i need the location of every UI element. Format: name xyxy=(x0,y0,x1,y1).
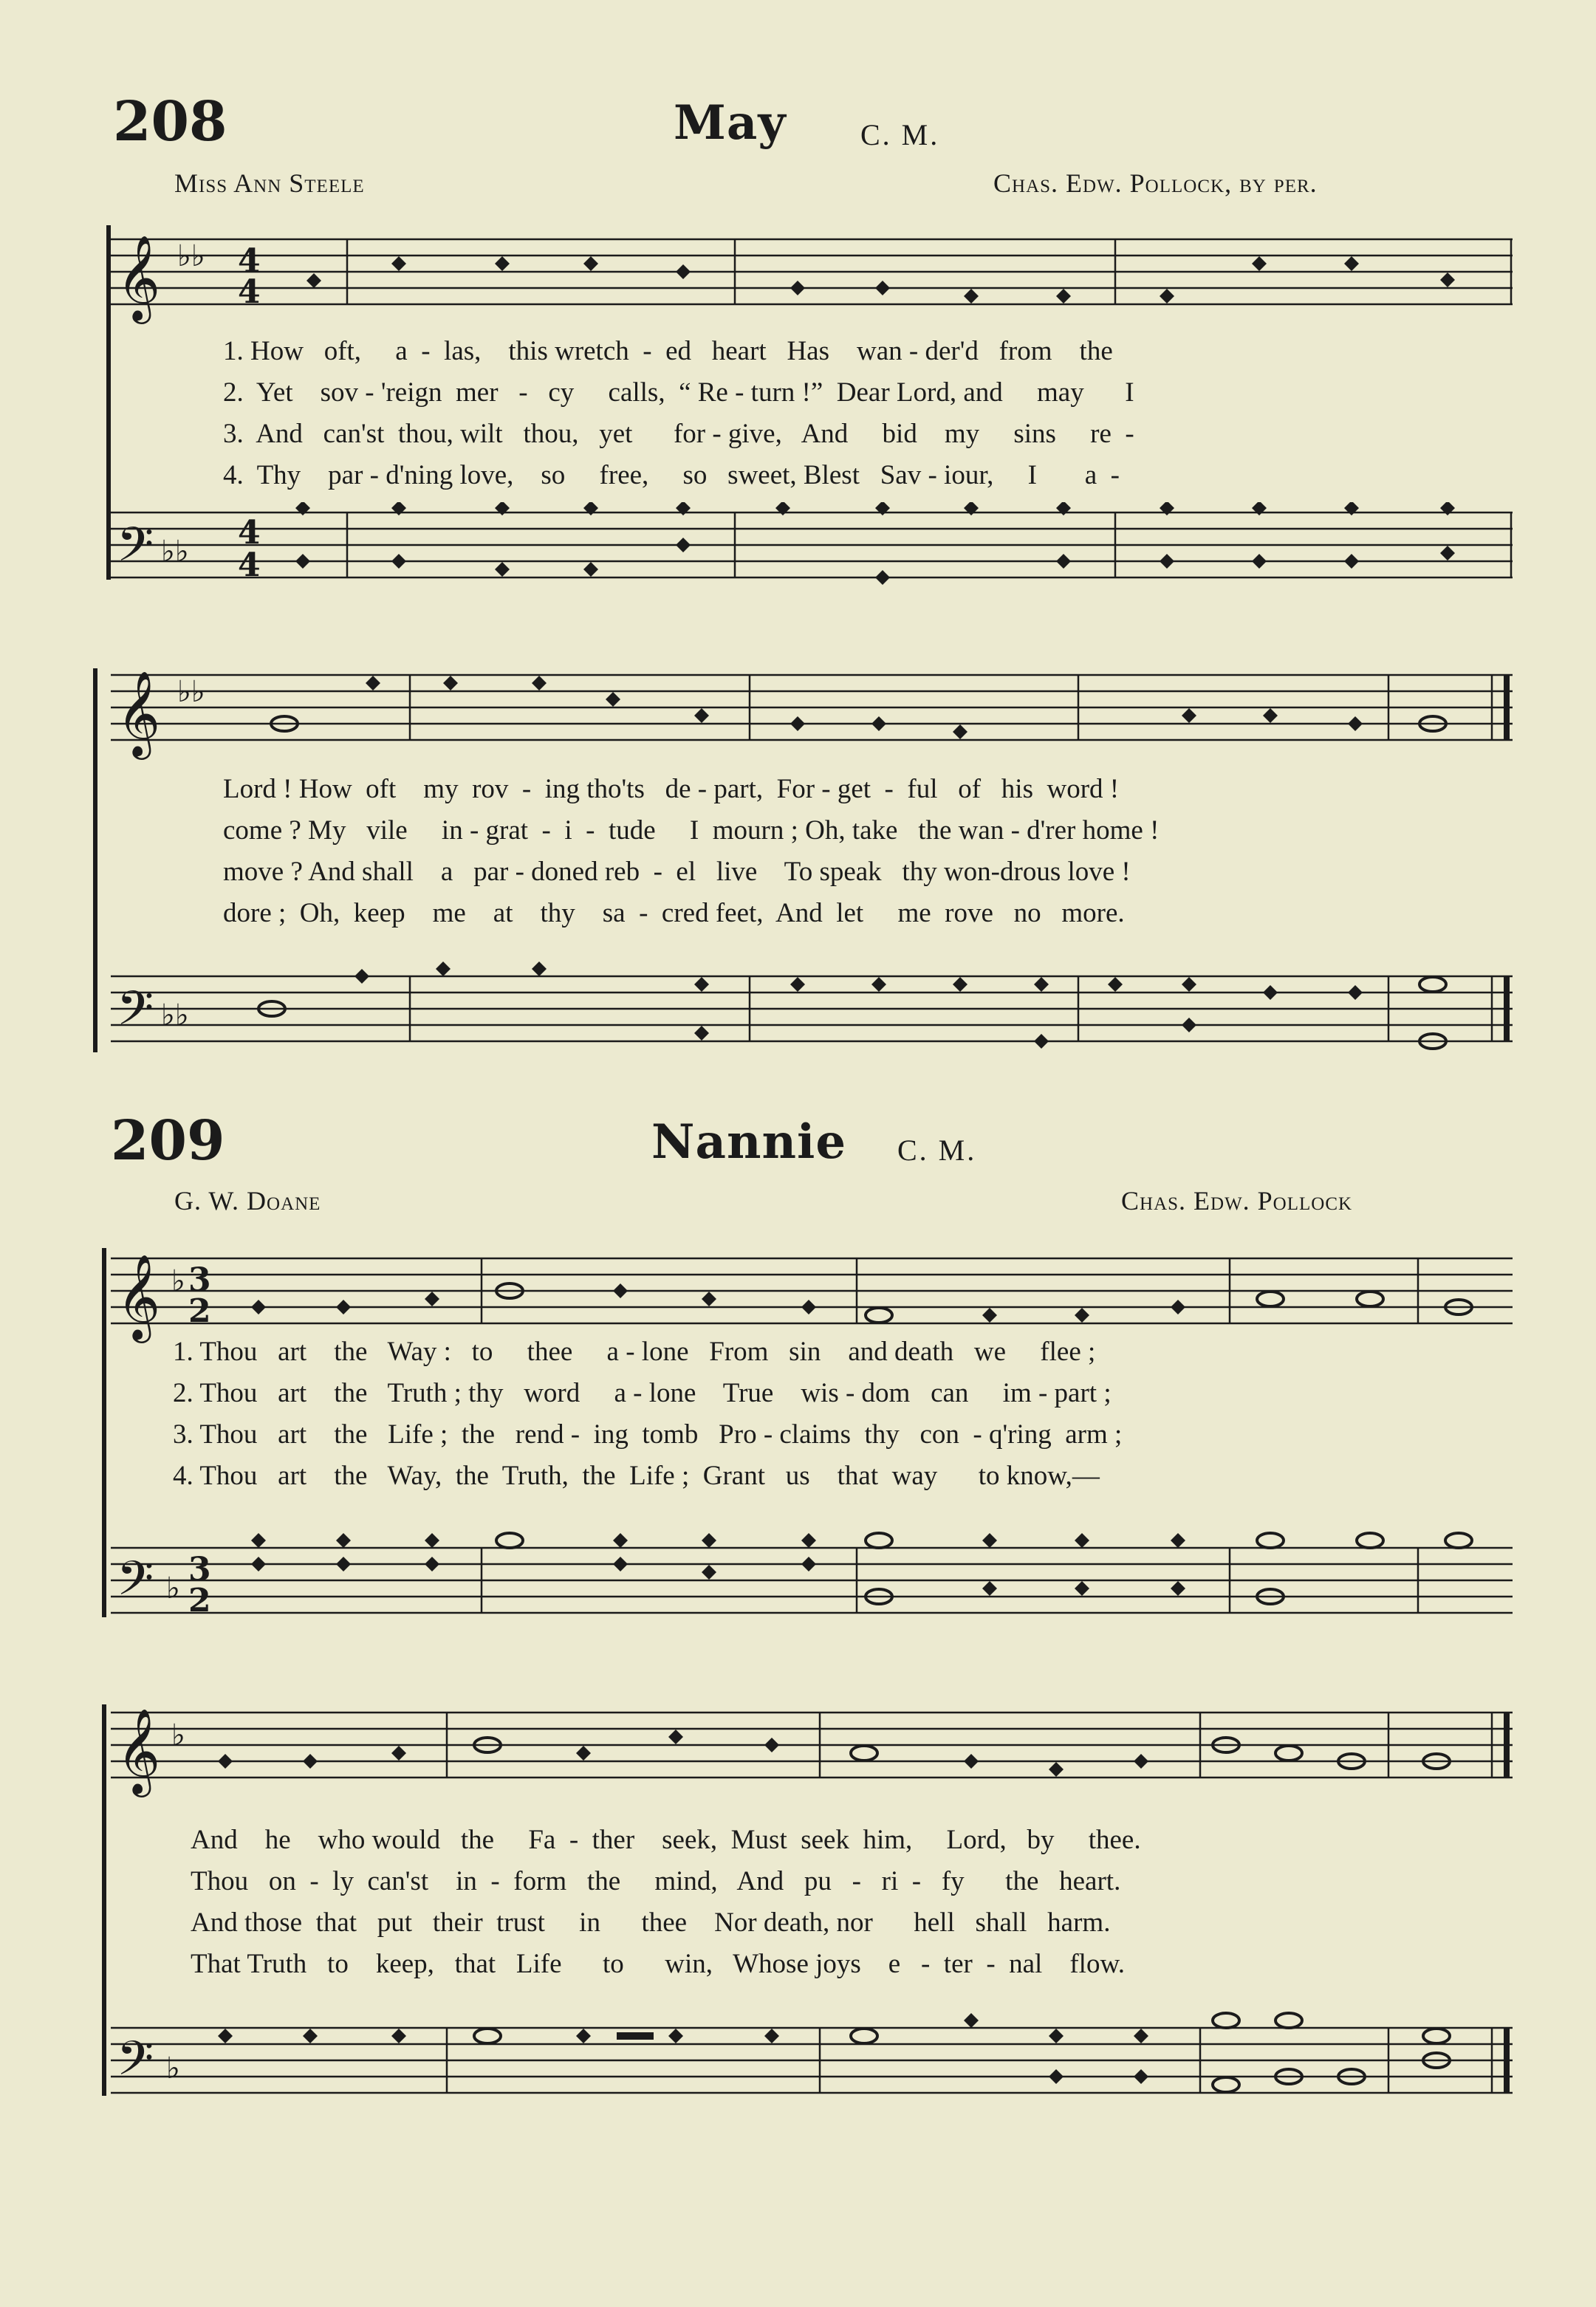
svg-text:♭: ♭ xyxy=(171,1264,185,1298)
svg-text:♭: ♭ xyxy=(166,1571,180,1605)
verse-4-line-1: 4. Thy par - d'ning love, so free, so sweet, Blest Sav - iour, I a - xyxy=(223,460,1120,490)
svg-text:♭♭: ♭♭ xyxy=(161,998,189,1032)
svg-text:𝄢: 𝄢 xyxy=(117,518,154,584)
svg-text:4: 4 xyxy=(238,273,261,311)
svg-text:4: 4 xyxy=(238,514,261,552)
words-credit: G. W. Doane xyxy=(174,1186,321,1216)
verse-2-line-1: 2. Thou art the Truth ; thy word a - lone True wis - dom can im - part ; xyxy=(173,1378,1112,1408)
svg-text:𝄢: 𝄢 xyxy=(117,981,154,1048)
svg-text:♭♭: ♭♭ xyxy=(177,239,205,273)
treble-staff xyxy=(0,1248,1596,1344)
treble-staff xyxy=(0,665,1596,761)
verse-1-line-1: 1. How oft, a - las, this wretch - ed heart Has wan - der'd from the xyxy=(223,336,1113,366)
hymn-number: 209 xyxy=(111,1109,225,1173)
verse-3-line-2: And those that put their trust in thee Nor death, nor hell shall harm. xyxy=(191,1907,1111,1938)
svg-text:♭: ♭ xyxy=(166,2051,180,2085)
bass-staff xyxy=(0,1521,1596,1639)
words-credit: Miss Ann Steele xyxy=(174,168,365,198)
music-credit: Chas. Edw. Pollock, by per. xyxy=(993,168,1318,198)
treble-staff xyxy=(0,229,1596,325)
treble-staff xyxy=(0,1702,1596,1798)
svg-text:♭♭: ♭♭ xyxy=(177,675,205,709)
svg-text:♭: ♭ xyxy=(171,1718,185,1752)
hymn-meter: C. M. xyxy=(860,118,940,151)
svg-text:𝄢: 𝄢 xyxy=(117,2032,154,2098)
verse-1-line-2: Lord ! How oft my rov - ing tho'ts de - part, For - get - ful of his word ! xyxy=(223,774,1120,804)
verse-4-line-2: dore ; Oh, keep me at thy sa - cred feet, And let me rove no more. xyxy=(223,898,1125,928)
verse-4-line-2: That Truth to keep, that Life to win, Whose joys e - ter - nal flow. xyxy=(191,1949,1126,1979)
verse-1-line-1: 1. Thou art the Way : to thee a - lone From sin and death we flee ; xyxy=(173,1337,1096,1367)
svg-text:4: 4 xyxy=(238,242,261,280)
verse-3-line-1: 3. And can'st thou, wilt thou, yet for - give, And bid my sins re - xyxy=(223,419,1134,449)
svg-text:2: 2 xyxy=(188,1582,211,1619)
verse-2-line-2: Thou on - ly can'st in - form the mind, And pu - ri - fy the heart. xyxy=(191,1866,1121,1896)
verse-1-line-2: And he who would the Fa - ther seek, Must seek him, Lord, by thee. xyxy=(191,1825,1141,1855)
verse-2-line-1: 2. Yet sov - 'reign mer - cy calls, “ Re - turn !” Dear Lord, and may I xyxy=(223,377,1134,408)
svg-text:2: 2 xyxy=(188,1292,211,1330)
hymn-title: Nannie xyxy=(651,1114,847,1170)
verse-4-line-1: 4. Thou art the Way, the Truth, the Life ; Grant us that way to know,— xyxy=(173,1461,1100,1491)
svg-text:𝄞: 𝄞 xyxy=(117,1707,161,1794)
svg-text:𝄞: 𝄞 xyxy=(117,1253,161,1340)
verse-3-line-2: move ? And shall a par - doned reb - el live To speak thy won-drous love ! xyxy=(223,857,1131,887)
hymn-title: May xyxy=(674,95,787,151)
verse-3-line-1: 3. Thou art the Life ; the rend - ing tomb Pro - claims thy con - q'ring arm ; xyxy=(173,1419,1123,1450)
svg-text:♭♭: ♭♭ xyxy=(161,535,189,569)
svg-text:𝄞: 𝄞 xyxy=(117,234,161,320)
svg-text:3: 3 xyxy=(188,1551,211,1588)
hymn-meter: C. M. xyxy=(897,1134,977,1167)
svg-text:𝄢: 𝄢 xyxy=(117,1552,154,1618)
bass-staff xyxy=(0,502,1596,606)
svg-text:4: 4 xyxy=(238,546,261,584)
bass-staff xyxy=(0,2001,1596,2119)
music-credit: Chas. Edw. Pollock xyxy=(1121,1186,1353,1216)
hymn-number: 208 xyxy=(113,90,227,154)
svg-text:𝄞: 𝄞 xyxy=(117,670,161,756)
svg-text:3: 3 xyxy=(188,1261,211,1299)
bass-staff xyxy=(0,960,1596,1071)
verse-2-line-2: come ? My vile in - grat - i - tude I mourn ; Oh, take the wan - d'rer home ! xyxy=(223,815,1160,846)
